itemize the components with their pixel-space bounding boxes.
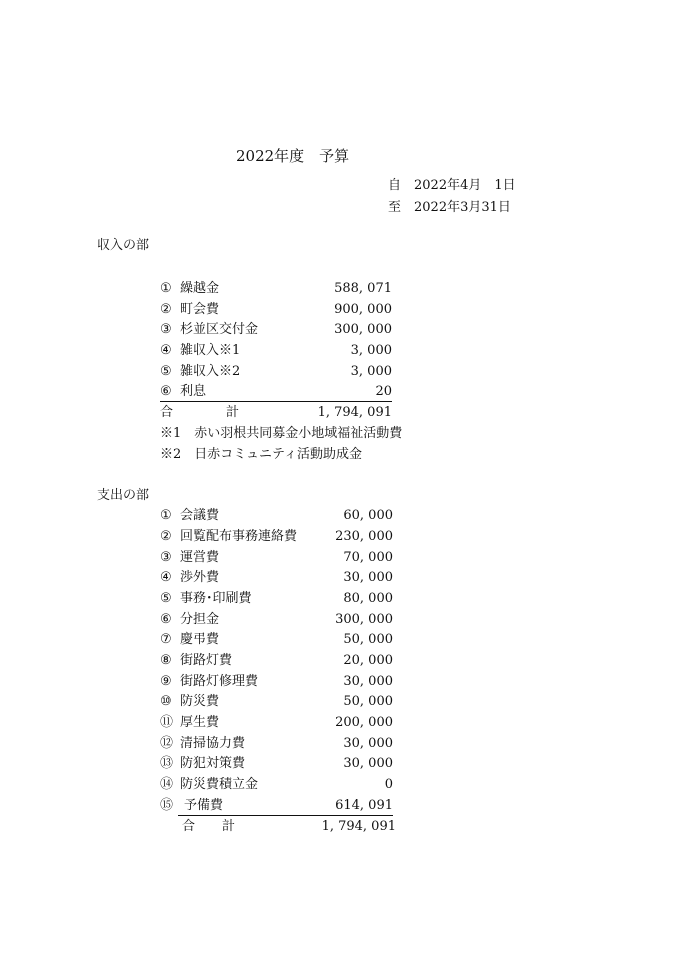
item-number: ⑬ [160, 756, 174, 771]
item-amount: 20 [375, 384, 392, 399]
item-amount: 300, 000 [334, 322, 392, 337]
item-number: ② [160, 529, 172, 544]
expense-row [160, 734, 393, 754]
item-amount: 30, 000 [343, 570, 393, 585]
item-name: 街路灯修理費 [180, 674, 259, 689]
item-name: 防災費 [180, 694, 220, 709]
item-number: ⑪ [160, 715, 174, 730]
expense-row [160, 692, 393, 712]
item-name: 渉外費 [180, 570, 220, 585]
income-row [160, 382, 392, 402]
item-name: 街路灯費 [180, 653, 233, 668]
item-number: ⑥ [160, 384, 172, 399]
expense-row [160, 506, 393, 526]
income-total-rule [160, 401, 392, 402]
item-amount: 30, 000 [343, 674, 393, 689]
item-amount: 900, 000 [334, 302, 392, 317]
expense-row [160, 610, 393, 630]
item-name: 慶弔費 [180, 632, 220, 647]
item-name: 防犯対策費 [180, 756, 246, 771]
item-amount: 614, 091 [335, 798, 393, 813]
total-label-b: 計 [226, 405, 240, 420]
income-row [160, 341, 392, 361]
expense-row [160, 568, 393, 588]
income-total-row [160, 403, 392, 423]
income-row [160, 320, 392, 340]
item-number: ① [160, 281, 172, 296]
item-name: 清掃協力費 [180, 736, 246, 751]
expense-heading: 支出の部 [97, 488, 150, 503]
item-name: 利息 [180, 384, 207, 399]
income-total-amount: 1, 794, 091 [317, 405, 392, 420]
expense-row [160, 548, 393, 568]
item-name: 事務･印刷費 [180, 591, 252, 606]
item-amount: 70, 000 [343, 550, 393, 565]
expense-row [160, 713, 393, 733]
item-amount: 300, 000 [335, 612, 393, 627]
item-name: 分担金 [180, 612, 220, 627]
item-name: 雑収入※1 [180, 343, 241, 358]
item-number: ⑤ [160, 591, 172, 606]
item-amount: 20, 000 [343, 653, 393, 668]
item-number: ⑮ [160, 798, 174, 813]
item-number: ⑩ [160, 694, 172, 709]
item-amount: 50, 000 [343, 632, 393, 647]
item-number: ② [160, 302, 172, 317]
item-name: 繰越金 [180, 281, 220, 296]
expense-total-rule [178, 815, 393, 816]
item-number: ⑥ [160, 612, 172, 627]
item-name: 予備費 [184, 798, 224, 813]
item-name: 防災費積立金 [180, 777, 259, 792]
item-name: 回覧配布事務連絡費 [180, 529, 298, 544]
expense-row [160, 775, 393, 795]
item-amount: 30, 000 [343, 756, 393, 771]
item-name: 運営費 [180, 550, 220, 565]
item-number: ④ [160, 343, 172, 358]
item-number: ④ [160, 570, 172, 585]
income-note: ※1 赤い羽根共同募金小地域福祉活動費 [160, 426, 403, 441]
income-heading: 収入の部 [97, 238, 150, 253]
page-title: 2022年度 予算 [236, 147, 350, 165]
income-note: ※2 日赤コミュニティ活動助成金 [160, 447, 362, 462]
expense-row [160, 589, 393, 609]
expense-row [160, 630, 393, 650]
period-from: 自 2022年4月 1日 [388, 178, 516, 193]
total-label-a: 合 [182, 819, 196, 834]
item-amount: 588, 071 [334, 281, 392, 296]
income-row [160, 279, 392, 299]
total-label-a: 合 [160, 405, 174, 420]
item-number: ① [160, 508, 172, 523]
item-number: ③ [160, 550, 172, 565]
income-row [160, 300, 392, 320]
item-name: 会議費 [180, 508, 220, 523]
item-number: ⑭ [160, 777, 174, 792]
item-name: 厚生費 [180, 715, 220, 730]
expense-total-amount: 1, 794, 091 [321, 819, 396, 834]
item-name: 町会費 [180, 302, 220, 317]
item-number: ⑧ [160, 653, 172, 668]
item-amount: 30, 000 [343, 736, 393, 751]
item-amount: 230, 000 [335, 529, 393, 544]
item-amount: 200, 000 [335, 715, 393, 730]
item-number: ③ [160, 322, 172, 337]
expense-row [160, 672, 393, 692]
item-amount: 3, 000 [350, 343, 392, 358]
item-number: ⑨ [160, 674, 172, 689]
expense-row [160, 651, 393, 671]
item-number: ⑦ [160, 632, 172, 647]
item-number: ⑤ [160, 364, 172, 379]
total-label-b: 計 [222, 819, 236, 834]
item-name: 雑収入※2 [180, 364, 241, 379]
expense-row [160, 527, 393, 547]
expense-total-row [160, 817, 396, 837]
expense-row [160, 796, 393, 816]
income-row [160, 362, 392, 382]
period-to: 至 2022年3月31日 [388, 200, 511, 215]
item-amount: 50, 000 [343, 694, 393, 709]
item-amount: 60, 000 [343, 508, 393, 523]
item-amount: 0 [384, 777, 393, 792]
expense-row [160, 754, 393, 774]
item-name: 杉並区交付金 [180, 322, 259, 337]
item-amount: 3, 000 [350, 364, 392, 379]
item-number: ⑫ [160, 736, 174, 751]
item-amount: 80, 000 [343, 591, 393, 606]
